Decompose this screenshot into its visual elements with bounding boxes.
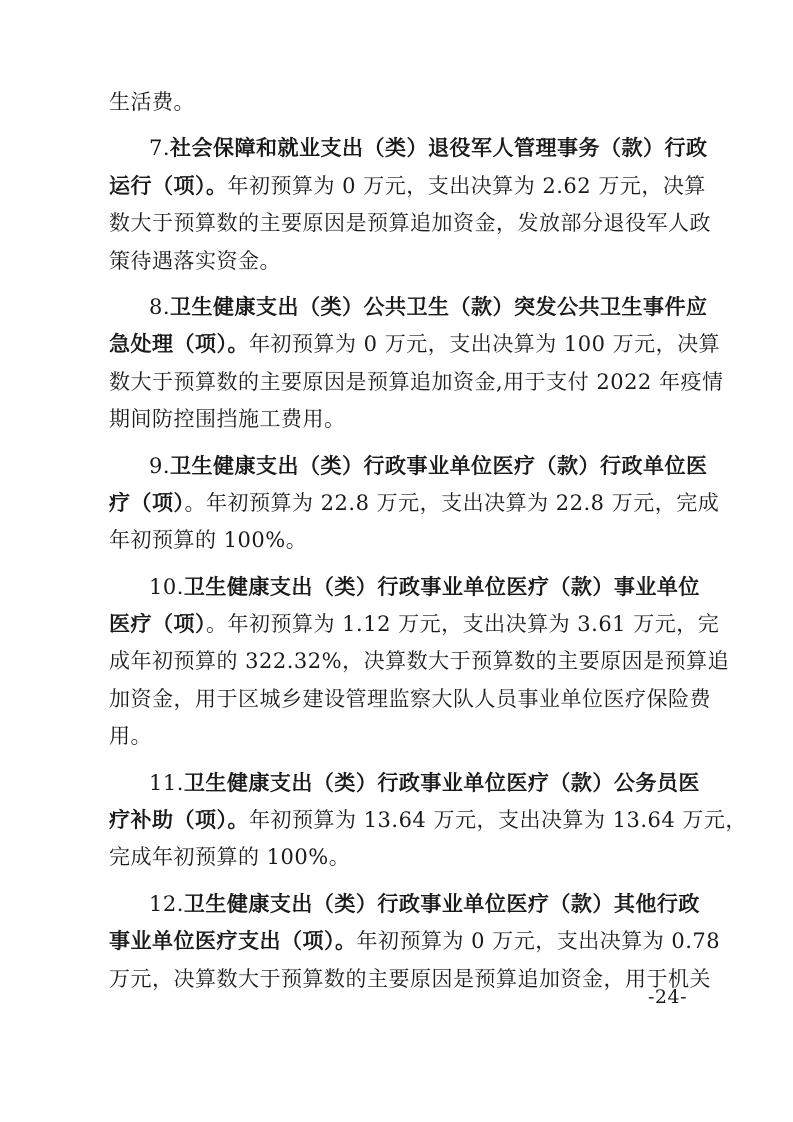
bold-heading-text: 卫生健康支出（类）行政事业单位医疗（款）事业单位 xyxy=(183,574,700,599)
bold-heading-text: 医疗（项） xyxy=(109,612,206,637)
bold-heading-text: 卫生健康支出（类）行政事业单位医疗（款）行政单位医 xyxy=(170,453,708,478)
body-text-span: 策待遇落实资金。 xyxy=(109,248,281,273)
paragraph xyxy=(109,130,711,280)
bold-heading-text: 社会保障和就业支出（类）退役军人管理事务（款）行政 xyxy=(170,136,708,161)
text-line xyxy=(109,923,721,960)
body-text-span: 万元，决算数大于预算数的主要原因是预算追加资金，用于机关 xyxy=(109,966,711,991)
paragraph xyxy=(109,886,721,998)
text-line xyxy=(109,364,724,401)
text-line xyxy=(109,606,720,643)
bold-heading-text: 事业单位医疗支出（项）。 xyxy=(109,929,357,954)
body-text-span: 年初预算为 0 万元，支出决算为 100 万元，决算 xyxy=(249,332,721,357)
text-line xyxy=(109,289,708,326)
paragraph xyxy=(109,765,747,877)
body-text-span: 11. xyxy=(149,770,184,795)
text-line xyxy=(109,326,721,363)
text-line xyxy=(109,243,689,280)
body-text-span: 12. xyxy=(149,891,184,916)
body-text-span: 年初预算为 13.64 万元，支出决算为 13.64 万元， xyxy=(249,808,747,833)
paragraph xyxy=(109,569,730,756)
paragraph-gap xyxy=(109,560,689,569)
body-text-span: 。年初预算为 1.12 万元，支出决算为 3.61 万元，完 xyxy=(206,612,720,637)
text-line xyxy=(109,569,700,606)
text-line xyxy=(109,130,708,167)
body-text-span: 。年初预算为 22.8 万元，支出决算为 22.8 万元，完成 xyxy=(184,490,720,515)
text-line xyxy=(109,522,689,559)
paragraph xyxy=(109,448,720,560)
text-line xyxy=(109,448,708,485)
text-line xyxy=(109,485,720,522)
text-line xyxy=(109,84,689,121)
text-line xyxy=(109,765,700,802)
body-text-span: 用。 xyxy=(109,724,152,749)
paragraph-gap xyxy=(109,280,689,289)
bold-heading-text: 运行（项）。 xyxy=(109,173,228,198)
text-line xyxy=(109,886,700,923)
body-text-span: 完成年初预算的 100%。 xyxy=(109,845,351,870)
body-text-span: 数大于预算数的主要原因是预算追加资金,用于支付 2022 年疫情 xyxy=(109,369,724,394)
text-line xyxy=(109,643,730,680)
text-line xyxy=(109,718,689,755)
bold-heading-text: 急处理（项）。 xyxy=(109,332,249,357)
body-text-span: 年初预算的 100%。 xyxy=(109,528,308,553)
body-text-span: 加资金，用于区城乡建设管理监察大队人员事业单位医疗保险费 xyxy=(109,686,711,711)
bold-heading-text: 卫生健康支出（类）行政事业单位医疗（款）其他行政 xyxy=(183,891,700,916)
text-line xyxy=(109,802,747,839)
page-number: -24- xyxy=(648,986,688,1008)
bold-heading-text: 疗补助（项）。 xyxy=(109,808,249,833)
text-line xyxy=(109,961,711,998)
paragraph xyxy=(109,84,689,121)
text-line xyxy=(109,401,689,438)
body-text-span: 8. xyxy=(149,294,171,319)
paragraph-gap xyxy=(109,756,689,765)
body-text-span: 生活费。 xyxy=(109,90,195,114)
body-text-span: 数大于预算数的主要原因是预算追加资金，发放部分退役军人政 xyxy=(109,211,711,236)
body-text-span: 期间防控围挡施工费用。 xyxy=(109,407,346,432)
body-text xyxy=(109,84,747,998)
body-text-span: 10. xyxy=(149,574,184,599)
paragraph-gap xyxy=(109,121,689,130)
text-line xyxy=(109,205,711,242)
body-text-span: 7. xyxy=(149,136,171,161)
body-text-span: 年初预算为 0 万元，支出决算为 2.62 万元，决算 xyxy=(227,173,706,198)
text-line xyxy=(109,168,706,205)
text-line xyxy=(109,681,711,718)
bold-heading-text: 卫生健康支出（类）行政事业单位医疗（款）公务员医 xyxy=(183,770,700,795)
bold-heading-text: 疗（项） xyxy=(109,490,185,515)
paragraph-gap xyxy=(109,877,689,886)
paragraph xyxy=(109,289,724,439)
bold-heading-text: 卫生健康支出（类）公共卫生（款）突发公共卫生事件应 xyxy=(170,294,708,319)
paragraph-gap xyxy=(109,439,689,448)
body-text-span: 9. xyxy=(149,453,171,478)
text-line xyxy=(109,839,689,876)
body-text-span: 年初预算为 0 万元，支出决算为 0.78 xyxy=(356,929,721,954)
body-text-span: 成年初预算的 322.32%，决算数大于预算数的主要原因是预算追 xyxy=(109,649,730,674)
